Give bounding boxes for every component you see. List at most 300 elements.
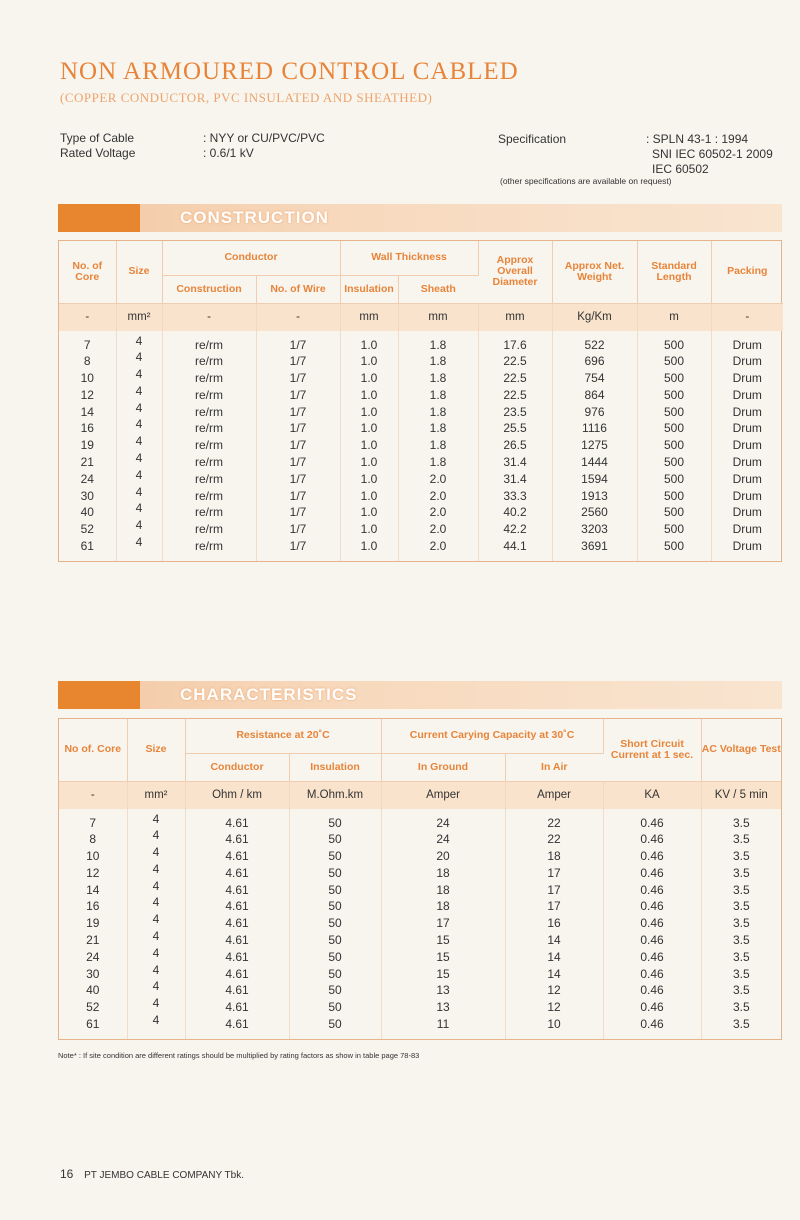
- spacer-cell: [505, 1033, 603, 1039]
- table-cell: 4: [127, 811, 185, 828]
- spacer-cell: [256, 555, 340, 561]
- spacer-cell: [289, 1033, 381, 1039]
- table-cell: 500: [637, 337, 711, 354]
- table-cell: 19: [59, 915, 127, 932]
- table-cell: 4.61: [185, 815, 289, 832]
- table-cell: 4.61: [185, 882, 289, 899]
- table-cell: 1/7: [256, 454, 340, 471]
- table-cell: 500: [637, 353, 711, 370]
- table-cell: 50: [289, 882, 381, 899]
- table-cell: 22.5: [478, 353, 552, 370]
- table-cell: 1/7: [256, 404, 340, 421]
- table-cell: Drum: [732, 438, 762, 453]
- table-cell: 16: [59, 420, 116, 437]
- table-cell: 4: [116, 450, 162, 467]
- characteristics-table: [58, 718, 782, 1040]
- unit-cell: -: [59, 303, 116, 331]
- table-cell: 10: [505, 1016, 603, 1033]
- table-row: [59, 504, 783, 521]
- table-row: [59, 471, 783, 488]
- table-cell: re/rm: [162, 488, 256, 505]
- type-of-cable-value: : NYY or CU/PVC/PVC: [203, 131, 325, 145]
- section-accent: [58, 204, 140, 232]
- table-cell: Drum: [732, 488, 762, 503]
- table-cell: 696: [552, 353, 637, 370]
- table-row: [59, 538, 783, 555]
- table-cell: 1444: [552, 454, 637, 471]
- table-cell: 3691: [552, 538, 637, 555]
- table-cell: 21: [59, 932, 127, 949]
- table-cell: 12: [59, 865, 127, 882]
- table-cell: 0.46: [603, 1016, 701, 1033]
- table-cell: 0.46: [603, 999, 701, 1016]
- table-cell: 4.61: [185, 848, 289, 865]
- table-cell: Drum: [732, 522, 762, 537]
- table-cell: 3.5: [732, 933, 750, 948]
- spacer-cell: [552, 555, 637, 561]
- table-cell: 976: [552, 404, 637, 421]
- table-cell: 17.6: [478, 337, 552, 354]
- header-size: Size: [116, 241, 162, 303]
- specification-label: Specification: [498, 132, 567, 146]
- table-cell: re/rm: [162, 521, 256, 538]
- table-cell: 4: [116, 366, 162, 383]
- table-cell: 4: [116, 383, 162, 400]
- table-cell: 1.0: [340, 488, 398, 505]
- table-cell: 3.5: [732, 966, 750, 981]
- table-cell: 16: [505, 915, 603, 932]
- table-cell: 1/7: [256, 420, 340, 437]
- table-cell: 4.61: [185, 966, 289, 983]
- table-cell: 44.1: [478, 538, 552, 555]
- table-cell: 10: [59, 370, 116, 387]
- table-cell: 4.61: [185, 932, 289, 949]
- header-construction: Construction: [162, 275, 256, 303]
- table-cell: 500: [637, 387, 711, 404]
- table-cell: 1/7: [256, 471, 340, 488]
- table-cell: 61: [59, 1016, 127, 1033]
- table-cell: 50: [289, 966, 381, 983]
- table-cell: 30: [59, 488, 116, 505]
- spacer-cell: [59, 555, 116, 561]
- page-footer: [60, 1167, 244, 1181]
- company-name: PT JEMBO CABLE COMPANY Tbk.: [84, 1170, 244, 1181]
- table-cell: 1/7: [256, 521, 340, 538]
- table-cell: 4.61: [185, 831, 289, 848]
- table-cell: 0.46: [603, 882, 701, 899]
- spacer-cell: [603, 1033, 701, 1039]
- table-cell: 4: [127, 945, 185, 962]
- unit-cell: m: [637, 303, 711, 331]
- table-cell: 500: [637, 504, 711, 521]
- table-cell: 52: [59, 521, 116, 538]
- table-cell: 0.46: [603, 949, 701, 966]
- rated-voltage-value: : 0.6/1 kV: [203, 146, 254, 160]
- table-cell: 0.46: [603, 966, 701, 983]
- table-cell: re/rm: [162, 353, 256, 370]
- table-cell: 7: [59, 815, 127, 832]
- header-no-wire: No. of Wire: [256, 275, 340, 303]
- table-row: [59, 454, 783, 471]
- spacer-cell: [340, 555, 398, 561]
- table-cell: 24: [381, 831, 505, 848]
- specification-value-1: : SPLN 43-1 : 1994: [646, 132, 749, 146]
- table-cell: 7: [59, 337, 116, 354]
- table-cell: 50: [289, 949, 381, 966]
- table-cell: 24: [59, 471, 116, 488]
- table-cell: 1.8: [398, 437, 478, 454]
- table-row: [59, 404, 783, 421]
- table-row: [59, 370, 783, 387]
- construction-table: [58, 240, 782, 562]
- table-cell: re/rm: [162, 454, 256, 471]
- construction-section-bar: [58, 204, 782, 232]
- header-no-core: No. of Core: [59, 241, 116, 303]
- table-cell: Drum: [732, 471, 762, 486]
- table-cell: 500: [637, 521, 711, 538]
- header-insulation: Insulation: [289, 753, 381, 781]
- table-cell: 50: [289, 815, 381, 832]
- construction-section-title: CONSTRUCTION: [180, 208, 329, 227]
- table-cell: 12: [505, 982, 603, 999]
- unit-cell: mm: [340, 303, 398, 331]
- table-cell: re/rm: [162, 504, 256, 521]
- unit-cell: -: [256, 303, 340, 331]
- table-cell: 22.5: [478, 370, 552, 387]
- table-cell: 1.0: [340, 471, 398, 488]
- table-row: [59, 488, 783, 505]
- table-cell: 17: [505, 882, 603, 899]
- table-cell: 500: [637, 437, 711, 454]
- page-subtitle: (COPPER CONDUCTOR, PVC INSULATED AND SHEATHED): [60, 90, 433, 105]
- spacer-cell: [478, 555, 552, 561]
- table-cell: 1.0: [340, 404, 398, 421]
- table-cell: Drum: [732, 539, 762, 554]
- table-cell: 31.4: [478, 454, 552, 471]
- table-cell: 12: [59, 387, 116, 404]
- characteristics-section-bar: [58, 681, 782, 709]
- table-cell: 50: [289, 898, 381, 915]
- type-of-cable-label: Type of Cable: [60, 131, 135, 145]
- table-cell: 30: [59, 966, 127, 983]
- table-cell: 4.61: [185, 949, 289, 966]
- table-cell: 1.0: [340, 504, 398, 521]
- header-in-ground: In Ground: [381, 753, 505, 781]
- table-cell: 3.5: [732, 916, 750, 931]
- spacer-cell: [127, 1033, 185, 1039]
- unit-cell: mm²: [127, 781, 185, 809]
- table-cell: 40: [59, 504, 116, 521]
- table-row: [59, 387, 783, 404]
- table-cell: 50: [289, 932, 381, 949]
- unit-cell: -: [711, 303, 783, 331]
- table-cell: 13: [381, 982, 505, 999]
- unit-cell: -: [162, 303, 256, 331]
- table-cell: 4.61: [185, 999, 289, 1016]
- table-cell: 1/7: [256, 337, 340, 354]
- unit-cell: Ohm / km: [185, 781, 289, 809]
- table-cell: 14: [59, 882, 127, 899]
- table-cell: 1.8: [398, 404, 478, 421]
- table-cell: 22: [505, 831, 603, 848]
- table-cell: 1.0: [340, 420, 398, 437]
- table-cell: re/rm: [162, 538, 256, 555]
- table-cell: 4: [127, 928, 185, 945]
- header-weight: Approx Net. Weight: [552, 241, 637, 303]
- table-cell: 1.0: [340, 370, 398, 387]
- table-cell: 11: [381, 1016, 505, 1033]
- table-cell: 8: [59, 353, 116, 370]
- table-cell: 50: [289, 999, 381, 1016]
- table-cell: 3.5: [732, 949, 750, 964]
- table-cell: Drum: [732, 387, 762, 402]
- table-cell: 16: [59, 898, 127, 915]
- table-cell: 17: [505, 865, 603, 882]
- table-cell: 14: [505, 949, 603, 966]
- table-cell: 0.46: [603, 932, 701, 949]
- table-cell: 1/7: [256, 538, 340, 555]
- table-cell: 1.0: [340, 538, 398, 555]
- table-cell: 1.0: [340, 521, 398, 538]
- table-cell: re/rm: [162, 471, 256, 488]
- spacer-cell: [162, 555, 256, 561]
- specification-value-2: SNI IEC 60502-1 2009: [652, 147, 773, 161]
- table-cell: 4: [116, 333, 162, 350]
- spacer-cell: [185, 1033, 289, 1039]
- table-cell: re/rm: [162, 370, 256, 387]
- table-row: [59, 353, 783, 370]
- unit-cell: mm²: [116, 303, 162, 331]
- table-cell: 20: [381, 848, 505, 865]
- header-conductor: Conductor: [162, 241, 340, 275]
- table-cell: 0.46: [603, 848, 701, 865]
- table-cell: 3.5: [732, 1000, 750, 1015]
- table-cell: 4: [116, 433, 162, 450]
- header-wall-thickness: Wall Thickness: [340, 241, 478, 275]
- table-cell: re/rm: [162, 387, 256, 404]
- table-cell: 50: [289, 982, 381, 999]
- table-cell: 1594: [552, 471, 637, 488]
- spacer-cell: [59, 1033, 127, 1039]
- table-cell: 15: [381, 966, 505, 983]
- table-cell: 2.0: [398, 488, 478, 505]
- table-cell: 1/7: [256, 437, 340, 454]
- table-cell: 17: [505, 898, 603, 915]
- section-accent: [58, 681, 140, 709]
- table-cell: Drum: [732, 421, 762, 436]
- table-cell: 1.0: [340, 387, 398, 404]
- table-cell: Drum: [732, 455, 762, 470]
- unit-cell: mm: [398, 303, 478, 331]
- header-diameter: Approx Overall Diameter: [478, 241, 552, 303]
- table-cell: 52: [59, 999, 127, 1016]
- rated-voltage-label: Rated Voltage: [60, 146, 136, 160]
- table-cell: 14: [505, 966, 603, 983]
- table-cell: 1/7: [256, 353, 340, 370]
- table-cell: 4: [116, 517, 162, 534]
- table-cell: 3.5: [732, 865, 750, 880]
- table-cell: 4: [127, 978, 185, 995]
- table-cell: 4: [116, 500, 162, 517]
- table-cell: 4.61: [185, 915, 289, 932]
- table-cell: 4: [116, 416, 162, 433]
- table-cell: 22: [505, 815, 603, 832]
- header-packing: Packing: [711, 241, 783, 303]
- table-cell: 0.46: [603, 865, 701, 882]
- table-cell: 10: [59, 848, 127, 865]
- table-cell: 15: [381, 932, 505, 949]
- table-cell: Drum: [732, 354, 762, 369]
- table-cell: 500: [637, 488, 711, 505]
- table-cell: re/rm: [162, 437, 256, 454]
- table-cell: 50: [289, 1016, 381, 1033]
- table-cell: 4.61: [185, 1016, 289, 1033]
- unit-cell: mm: [478, 303, 552, 331]
- table-row: [59, 437, 783, 454]
- table-cell: 1.8: [398, 454, 478, 471]
- unit-cell: KV / 5 min: [701, 781, 781, 809]
- page-title: NON ARMOURED CONTROL CABLED: [60, 58, 519, 85]
- unit-cell: -: [59, 781, 127, 809]
- header-no-core: No of. Core: [59, 719, 127, 781]
- table-cell: 1116: [552, 420, 637, 437]
- table-cell: 14: [59, 404, 116, 421]
- unit-cell: Kg/Km: [552, 303, 637, 331]
- table-cell: 522: [552, 337, 637, 354]
- table-cell: 4: [116, 534, 162, 551]
- spacer-cell: [701, 1033, 781, 1039]
- table-cell: Drum: [732, 404, 762, 419]
- header-in-air: In Air: [505, 753, 603, 781]
- table-cell: 13: [381, 999, 505, 1016]
- table-cell: 500: [637, 471, 711, 488]
- table-cell: 1275: [552, 437, 637, 454]
- table-cell: 40: [59, 982, 127, 999]
- page-number: 16: [60, 1167, 74, 1181]
- table-cell: 3.5: [732, 1017, 750, 1032]
- table-cell: 50: [289, 848, 381, 865]
- table-cell: 754: [552, 370, 637, 387]
- table-cell: 3.5: [732, 899, 750, 914]
- header-resistance: Resistance at 20˚C: [185, 719, 381, 753]
- header-length: Standard Length: [637, 241, 711, 303]
- table-cell: 50: [289, 915, 381, 932]
- table-cell: 50: [289, 831, 381, 848]
- table-cell: 26.5: [478, 437, 552, 454]
- table-cell: 4: [127, 894, 185, 911]
- table-cell: 19: [59, 437, 116, 454]
- table-cell: 4: [127, 827, 185, 844]
- table-cell: 1/7: [256, 488, 340, 505]
- table-cell: 50: [289, 865, 381, 882]
- table-cell: 2.0: [398, 504, 478, 521]
- table-cell: 1.0: [340, 337, 398, 354]
- table-row: [59, 521, 783, 538]
- table-cell: 1.8: [398, 353, 478, 370]
- table-cell: 25.5: [478, 420, 552, 437]
- table-cell: 1.8: [398, 387, 478, 404]
- table-cell: 4: [127, 962, 185, 979]
- table-cell: 3.5: [732, 815, 750, 830]
- units-row: [59, 781, 781, 809]
- spacer-cell: [637, 555, 711, 561]
- table-cell: Drum: [732, 337, 762, 352]
- table-cell: 33.3: [478, 488, 552, 505]
- spacer-cell: [711, 555, 783, 561]
- table-cell: 1.8: [398, 420, 478, 437]
- header-short-circuit: Short Circuit Current at 1 sec.: [603, 719, 701, 781]
- table-cell: 0.46: [603, 982, 701, 999]
- table-cell: 2.0: [398, 471, 478, 488]
- table-cell: 2.0: [398, 521, 478, 538]
- table-cell: 18: [381, 882, 505, 899]
- table-cell: 1.0: [340, 437, 398, 454]
- table-cell: 864: [552, 387, 637, 404]
- table-cell: 3.5: [732, 832, 750, 847]
- table-cell: 22.5: [478, 387, 552, 404]
- specification-value-3: IEC 60502: [652, 162, 709, 176]
- table-cell: 4.61: [185, 982, 289, 999]
- spacer-cell: [398, 555, 478, 561]
- table-cell: 0.46: [603, 898, 701, 915]
- table-cell: 500: [637, 420, 711, 437]
- table-cell: 1.0: [340, 454, 398, 471]
- table-cell: 500: [637, 370, 711, 387]
- table-cell: 1913: [552, 488, 637, 505]
- table-cell: 23.5: [478, 404, 552, 421]
- unit-cell: Amper: [381, 781, 505, 809]
- table-cell: re/rm: [162, 337, 256, 354]
- table-cell: 500: [637, 404, 711, 421]
- table-cell: 18: [381, 898, 505, 915]
- table-cell: 18: [505, 848, 603, 865]
- table-cell: 3.5: [732, 849, 750, 864]
- table-cell: 500: [637, 454, 711, 471]
- table-cell: 4: [127, 995, 185, 1012]
- unit-cell: KA: [603, 781, 701, 809]
- table-cell: 17: [381, 915, 505, 932]
- table-row: [59, 1016, 781, 1033]
- table-cell: 15: [381, 949, 505, 966]
- header-conductor: Conductor: [185, 753, 289, 781]
- specification-note: (other specifications are available on request): [500, 176, 672, 186]
- table-row: [59, 337, 783, 354]
- table-cell: 4: [127, 844, 185, 861]
- characteristics-section-title: CHARACTERISTICS: [180, 685, 358, 704]
- spacer-row: [59, 555, 783, 561]
- table-cell: 1/7: [256, 370, 340, 387]
- table-cell: 4: [127, 878, 185, 895]
- table-cell: 1.0: [340, 353, 398, 370]
- table-cell: 42.2: [478, 521, 552, 538]
- header-insulation: Insulation: [340, 275, 398, 303]
- table-cell: 4: [116, 400, 162, 417]
- table-cell: 1.8: [398, 337, 478, 354]
- table-cell: 3.5: [732, 882, 750, 897]
- table-cell: Drum: [732, 505, 762, 520]
- header-sheath: Sheath: [398, 275, 478, 303]
- table-cell: 31.4: [478, 471, 552, 488]
- table-cell: 4: [116, 349, 162, 366]
- header-ac-voltage: AC Voltage Test: [701, 719, 781, 781]
- table-cell: 12: [505, 999, 603, 1016]
- table-cell: 4: [116, 484, 162, 501]
- table-cell: 24: [381, 815, 505, 832]
- table-cell: 1/7: [256, 387, 340, 404]
- header-current-capacity: Current Carying Capacity at 30˚C: [381, 719, 603, 753]
- table-cell: re/rm: [162, 404, 256, 421]
- header-size: Size: [127, 719, 185, 781]
